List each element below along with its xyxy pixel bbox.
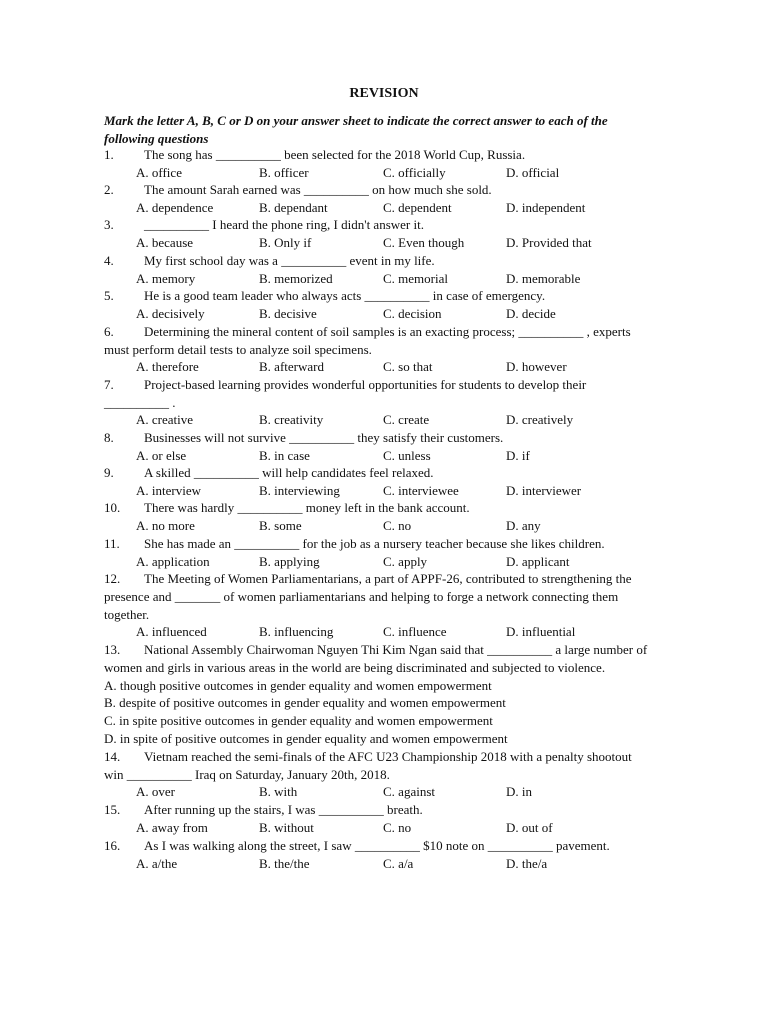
option-b: B. creativity [259, 412, 324, 427]
options-14 [136, 783, 656, 801]
option-b: B. dependant [259, 200, 328, 215]
option-a: A. influenced [136, 624, 207, 639]
question-13 [104, 641, 649, 677]
option-d: D. Provided that [506, 235, 592, 250]
option-a: A. office [136, 165, 182, 180]
question-4 [104, 252, 649, 270]
question-stem: He is a good team leader who always acts __________ in case of emergency. [144, 288, 546, 303]
question-number: 10. [104, 500, 121, 515]
option-c: C. so that [383, 359, 433, 374]
question-number: 6. [104, 324, 114, 339]
question-stem: Determining the mineral content of soil samples is an exacting process; __________ , experts must perform detail tests to analyze soil specimens. [104, 324, 631, 357]
option-a: A. though positive outcomes in gender equality and women empowerment [104, 678, 492, 693]
question-number: 4. [104, 253, 114, 268]
options-15 [136, 819, 656, 837]
question-10 [104, 499, 649, 517]
option-d: D. applicant [506, 554, 570, 569]
question-15 [104, 801, 649, 819]
question-number: 12. [104, 571, 121, 586]
question-number: 7. [104, 377, 114, 392]
option-a: A. away from [136, 820, 208, 835]
option-b: B. despite of positive outcomes in gender equality and women empowerment [104, 695, 506, 710]
option-c: C. interviewee [383, 483, 459, 498]
option-a: A. dependence [136, 200, 214, 215]
option-d: D. official [506, 165, 560, 180]
option-c: C. no [383, 518, 412, 533]
question-number: 3. [104, 217, 114, 232]
option-b: B. with [259, 784, 298, 799]
option-c: C. no [383, 820, 412, 835]
option-d: D. creatively [506, 412, 574, 427]
option-a: A. a/the [136, 856, 178, 871]
question-stem: A skilled __________ will help candidates feel relaxed. [144, 465, 434, 480]
option-d: D. however [506, 359, 567, 374]
option-b: B. decisive [259, 306, 317, 321]
options-1 [136, 164, 656, 182]
option-d: D. the/a [506, 856, 548, 871]
option-c: C. unless [383, 448, 431, 463]
option-d: D. any [506, 518, 541, 533]
option-c: C. create [383, 412, 430, 427]
options-16 [136, 855, 656, 873]
option-b: B. memorized [259, 271, 333, 286]
question-number: 9. [104, 465, 114, 480]
question-5 [104, 287, 649, 305]
page-title: REVISION [349, 86, 419, 101]
question-stem: Vietnam reached the semi-finals of the AFC U23 Championship 2018 with a penalty shootout win __________ Iraq on Saturday, January 20th, 2018. [104, 749, 632, 782]
question-stem: As I was walking along the street, I saw __________ $10 note on __________ pavement. [144, 838, 610, 853]
question-number: 13. [104, 642, 121, 657]
option-a: A. creative [136, 412, 194, 427]
options-9 [136, 482, 656, 500]
question-stem: Project-based learning provides wonderful opportunities for students to develop their __________ . [104, 377, 587, 410]
option-b: B. applying [259, 554, 320, 569]
option-a: A. because [136, 235, 194, 250]
question-16 [104, 837, 649, 855]
option-a: A. application [136, 554, 210, 569]
question-stem: The amount Sarah earned was __________ on how much she sold. [144, 182, 492, 197]
option-a: A. therefore [136, 359, 199, 374]
question-stem: The song has __________ been selected for the 2018 World Cup, Russia. [144, 147, 526, 162]
option-a: A. no more [136, 518, 195, 533]
option-c: C. a/a [383, 856, 414, 871]
option-b: B. afterward [259, 359, 324, 374]
option-a: A. memory [136, 271, 196, 286]
question-2 [104, 181, 649, 199]
option-a: A. interview [136, 483, 201, 498]
option-a: A. over [136, 784, 175, 799]
instruction-text: Mark the letter A, B, C or D on your answer sheet to indicate the correct answer to each of the following questions [104, 113, 608, 146]
question-7 [104, 376, 649, 412]
option-d: D. in spite of positive outcomes in gender equality and women empowerment [104, 731, 508, 746]
question-number: 14. [104, 749, 121, 764]
question-number: 2. [104, 182, 114, 197]
question-3 [104, 216, 649, 234]
options-5 [136, 305, 656, 323]
question-number: 1. [104, 147, 114, 162]
question-stem: __________ I heard the phone ring, I didn't answer it. [144, 217, 424, 232]
option-b: B. influencing [259, 624, 334, 639]
option-d: D. interviewer [506, 483, 582, 498]
option-d: D. memorable [506, 271, 581, 286]
question-number: 8. [104, 430, 114, 445]
option-a: A. or else [136, 448, 187, 463]
option-c: C. memorial [383, 271, 448, 286]
options-4 [136, 270, 656, 288]
options-11 [136, 553, 656, 571]
question-stem: There was hardly __________ money left in the bank account. [144, 500, 470, 515]
options-2 [136, 199, 656, 217]
option-c: C. in spite positive outcomes in gender equality and women empowerment [104, 713, 493, 728]
option-b: B. interviewing [259, 483, 340, 498]
option-a: A. decisively [136, 306, 205, 321]
option-b: B. officer [259, 165, 309, 180]
option-d: D. decide [506, 306, 556, 321]
option-c: C. decision [383, 306, 442, 321]
option-c: C. officially [383, 165, 446, 180]
option-b: B. without [259, 820, 314, 835]
question-stem: After running up the stairs, I was __________ breath. [144, 802, 423, 817]
option-b: B. some [259, 518, 302, 533]
option-c: C. against [383, 784, 435, 799]
question-number: 5. [104, 288, 114, 303]
question-8 [104, 429, 649, 447]
options-3 [136, 234, 656, 252]
question-stem: The Meeting of Women Parliamentarians, a part of APPF-26, contributed to strengthening the presence and _______ of women parliamentarians and helping to forge a network connecting them together. [104, 571, 632, 622]
option-d: D. out of [506, 820, 553, 835]
question-number: 15. [104, 802, 121, 817]
question-14 [104, 748, 649, 784]
option-c: C. influence [383, 624, 447, 639]
question-stem: My first school day was a __________ event in my life. [144, 253, 435, 268]
options-7 [136, 411, 656, 429]
question-1 [104, 146, 649, 164]
option-c: C. dependent [383, 200, 452, 215]
option-c: C. Even though [383, 235, 465, 250]
option-b: B. the/the [259, 856, 310, 871]
option-c: C. apply [383, 554, 428, 569]
question-number: 11. [104, 536, 120, 551]
options-10 [136, 517, 656, 535]
option-d: D. in [506, 784, 532, 799]
question-stem: Businesses will not survive __________ they satisfy their customers. [144, 430, 504, 445]
options-12 [136, 623, 656, 641]
question-12 [104, 570, 649, 624]
question-stem: National Assembly Chairwoman Nguyen Thi Kim Ngan said that __________ a large number of women and girls in various areas in the world are being discriminated and subjected to violence. [104, 642, 648, 675]
question-9 [104, 464, 649, 482]
option-d: D. influential [506, 624, 576, 639]
option-d: D. if [506, 448, 530, 463]
question-11 [104, 535, 649, 553]
options-8 [136, 447, 656, 465]
option-d: D. independent [506, 200, 586, 215]
options-6 [136, 358, 656, 376]
question-number: 16. [104, 838, 121, 853]
option-b: B. in case [259, 448, 310, 463]
option-b: B. Only if [259, 235, 312, 250]
question-stem: She has made an __________ for the job as a nursery teacher because she likes children. [144, 536, 605, 551]
question-6 [104, 323, 649, 359]
